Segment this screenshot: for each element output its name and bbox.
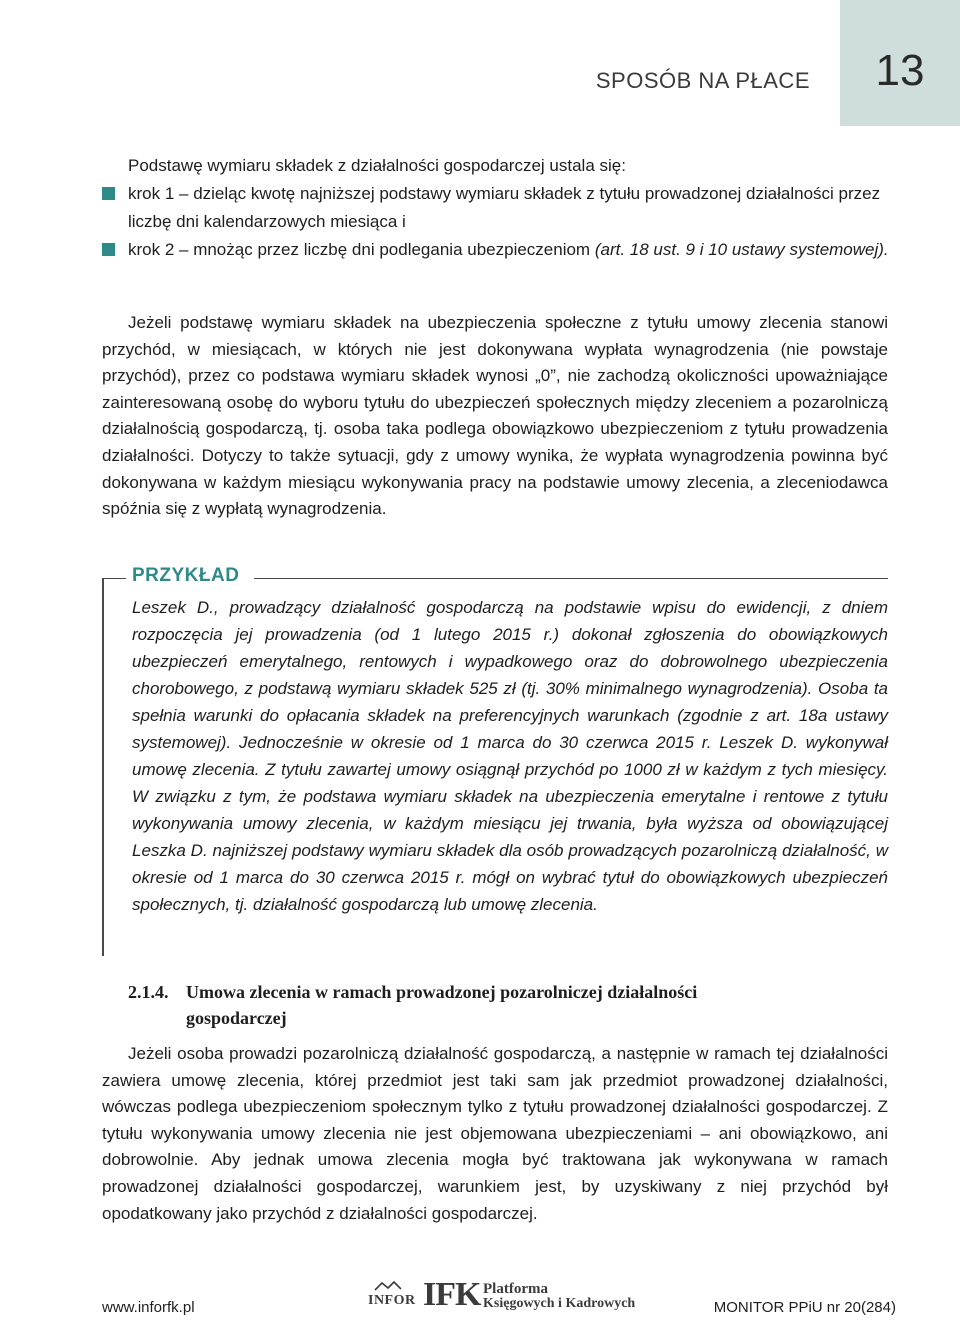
example-frame-left	[102, 578, 104, 956]
logo-infor-text: INFOR	[368, 1293, 416, 1308]
bullet-item	[102, 236, 892, 264]
bullet-item	[102, 180, 892, 236]
logo-ifk-text: IFK	[423, 1276, 481, 1313]
paragraph-text: Jeżeli osoba prowadzi pozarolniczą działalność gospodarczą, a następnie w ramach tej działalności zawiera umowę zlecenia, której przedmiot jest taki sam jak przedmiot prowadzonej działalności, wówczas podlega ubezpieczeniom społecznym tylko z tytułu prowadzonej działalności gospodarczej. Z tytułu wykonywania umowy zlecenia nie jest objemowana ubezpieczeniami – ani obowiązkowo, ani dobrowolnie. Aby jednak umowa zlecenia mogła być traktowana jak wykonywana w ramach prowadzonej działalności gospodarczej, warunkiem jest, by uzyskiwany z niej przychód był opodatkowany jako przychód z działalności gospodarczej.	[102, 1044, 888, 1223]
running-header: SPOSÓB NA PŁACE	[595, 68, 810, 93]
body-paragraph	[102, 310, 888, 523]
example-text: Leszek D., prowadzący działalność gospodarczą na podstawie wpisu do ewidencji, z dniem rozpoczęcia jej prowadzenia (od 1 lutego 2015 r.) dokonał zgłoszenia do obowiązkowych ubezpieczeń emerytalnego, rentowych i wypadkowego oraz do dobrowolnego ubezpieczenia chorobowego, z podstawą wymiaru składek 525 zł (tj. 30% minimalnego wynagrodzenia). Osoba ta spełnia warunki do opłacania składek na preferencyjnych warunkach (zgodnie z art. 18a ustawy systemowej). Jednocześnie w okresie od 1 marca do 30 czerwca 2015 r. Leszek D. wykonywał umowę zlecenia. Z tytułu zawartej umowy osiągnął przychód po 1000 zł w każdym z tych miesięcy. W związku z tym, że podstawa wymiaru składek na ubezpieczenia emerytalne i rentowe z tytułu wykonywania umowy zlecenia, w każdym miesiącu jej trwania, była wyższa od obowiązującej Leszka D. najniższej podstawy wymiaru składek dla osób prowadzących pozarolniczą działalność, w okresie od 1 marca do 30 czerwca 2015 r. mógł on wybrać tytuł do obowiązkowych ubezpieczeń społecznych, tj. działalność gospodarczą lub umowę zlecenia.	[132, 598, 888, 914]
bullet-text: krok 2 – mnożąc przez liczbę dni podlegania ubezpieczeniom	[128, 240, 595, 259]
footer-website: www.inforfk.pl	[102, 1299, 195, 1316]
section-title-line2: gospodarczej	[186, 1008, 287, 1028]
intro-block	[102, 152, 892, 264]
bullet-text: krok 1 – dzieląc kwotę najniższej podstawy wymiaru składek z tytułu prowadzonej działalności przez liczbę dni kalendarzowych miesiąca i	[128, 184, 881, 231]
legal-reference: (art. 18 ust. 9 i 10 ustawy systemowej).	[594, 240, 889, 259]
logo-line2: Księgowych i Kadrowych	[483, 1296, 636, 1311]
example-label: PRZYKŁAD	[132, 565, 240, 586]
square-bullet-icon	[102, 187, 115, 200]
page-number: 13	[875, 46, 925, 95]
footer-publication: MONITOR PPiU nr 20(284)	[713, 1299, 896, 1316]
section-heading	[128, 979, 888, 1031]
example-frame-top-left	[102, 578, 126, 579]
page-number-tab	[840, 0, 960, 126]
section-number: 2.1.4.	[128, 982, 169, 1002]
logo-line1: Platforma	[483, 1281, 548, 1297]
publisher-logo	[368, 1276, 640, 1313]
paragraph-text: Jeżeli podstawę wymiaru składek na ubezpieczenia społeczne z tytułu umowy zlecenia stanowi przychód, w miesiącach, w których nie jest dokonywana wypłata wynagrodzenia (nie powstaje przychód), przez co podstawa wymiaru składek wynosi „0”, nie zachodzą okoliczności upoważniające zainteresowaną osobę do wyboru tytułu do ubezpieczeń społecznych między zleceniem a pozarolniczą działalnością gospodarczą, tj. osoba taka podlega obowiązkowo ubezpieczeniom z tytułu prowadzenia działalności. Dotyczy to także sytuacji, gdy z umowy wynika, że wypłata wynagrodzenia powinna być dokonywana w każdym miesiącu wykonywania pracy na podstawie umowy zlecenia, a zleceniodawca spóźnia się z wypłatą wynagrodzenia.	[102, 313, 888, 519]
example-frame-top-right	[254, 578, 888, 579]
infor-logo-icon	[374, 1281, 402, 1291]
square-bullet-icon	[102, 243, 115, 256]
body-paragraph	[102, 1041, 888, 1227]
section-title-line1: Umowa zlecenia w ramach prowadzonej pozarolniczej działalności	[186, 982, 698, 1002]
intro-lead: Podstawę wymiaru składek z działalności gospodarczej ustala się:	[128, 156, 626, 175]
